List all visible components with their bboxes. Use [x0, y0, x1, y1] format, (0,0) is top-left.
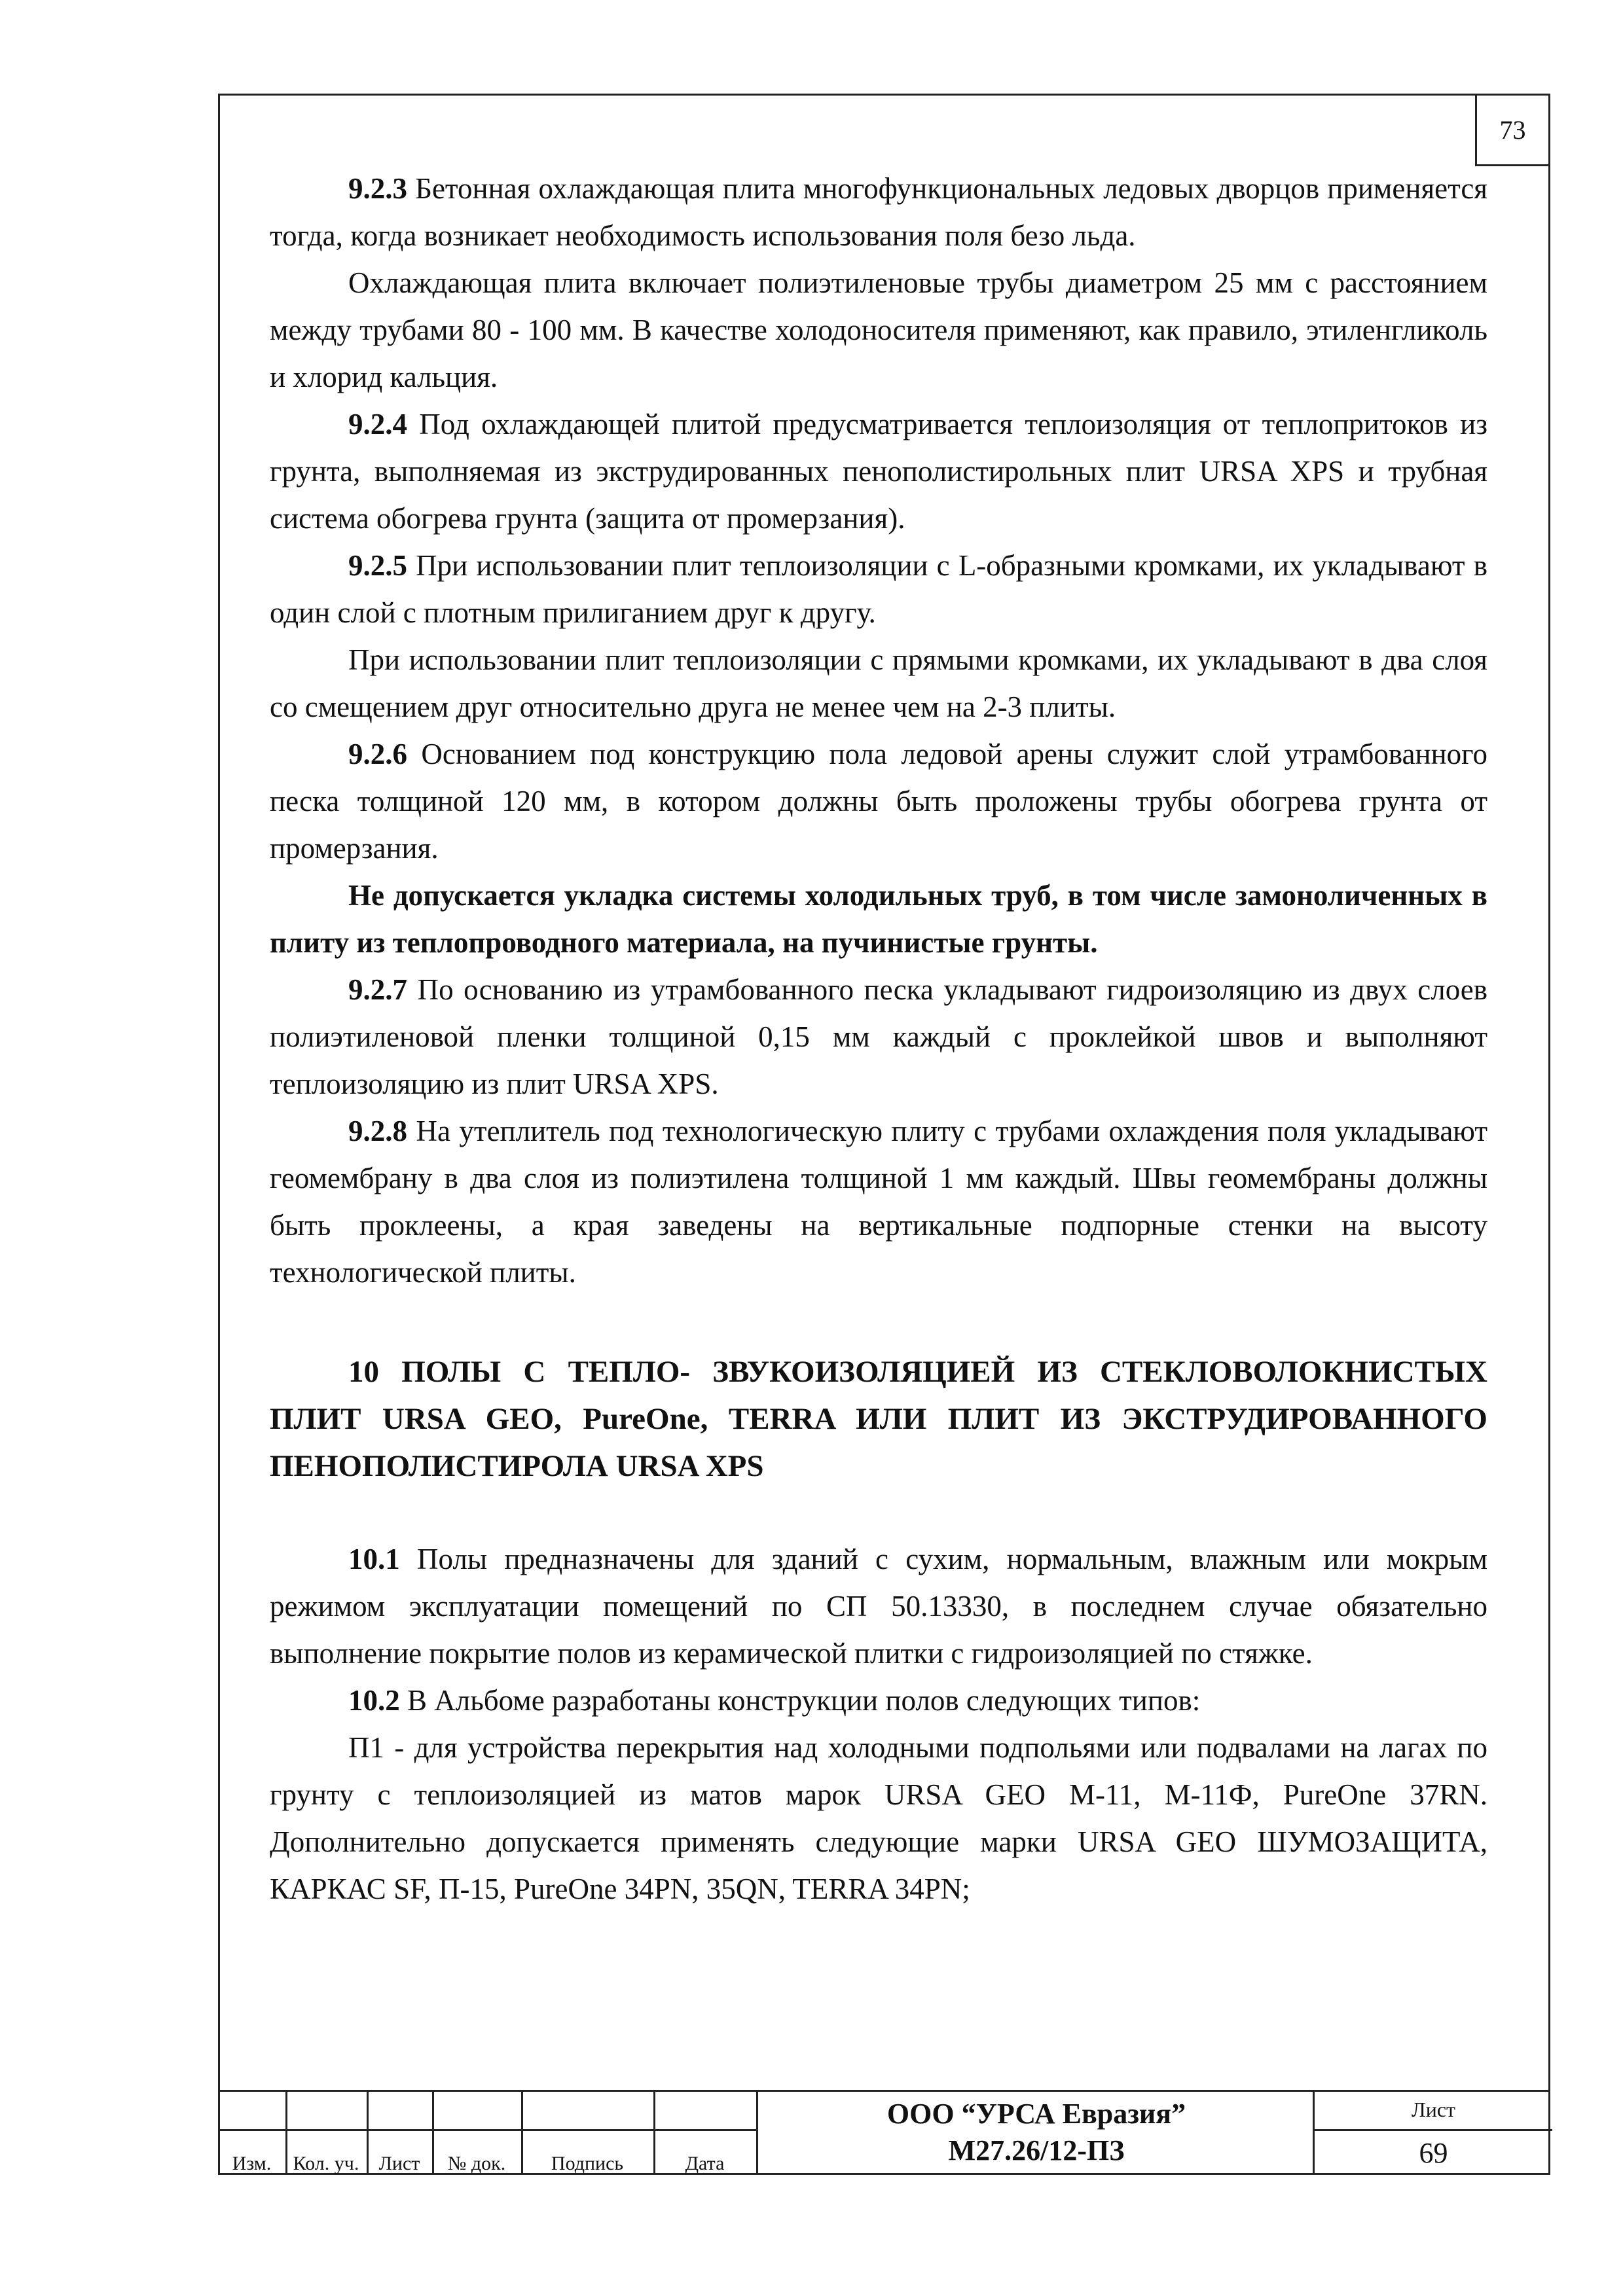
paragraph-9-2-8: 9.2.8 На утеплитель под технологическую плиту с трубами охлаждения поля укладывают геомембрану в два слоя из полиэтилена толщиной 1 мм каждый. Швы геомембраны должны быть проклеены, а края заведены на вертикальные подпорные стенки на высоту технологической плиты.: [270, 1115, 1487, 1289]
col-label-izm: Изм.: [232, 2153, 272, 2174]
col-label-date: Дата: [685, 2153, 725, 2174]
document-code: М27.26/12-ПЗ: [948, 2134, 1125, 2166]
sheet-label: Лист: [1315, 2090, 1552, 2131]
title-block: [218, 2090, 1550, 2175]
document-body: [270, 165, 1487, 1912]
paragraph-9-2-3: 9.2.3 Бетонная охлаждающая плита многофункциональных ледовых дворцов применяется тогда, когда возникает необходимость использования поля безо льда.: [270, 172, 1487, 252]
paragraph-10-2: 10.2 В Альбоме разработаны конструкции полов следующих типов:: [348, 1684, 1201, 1717]
paragraph-9-2-5: 9.2.5 При использовании плит теплоизоляции с L-образными кромками, их укладывают в один слой с плотным прилиганием друг к другу.: [270, 549, 1487, 629]
col-label-kol-uch: Кол. уч.: [293, 2153, 359, 2174]
paragraph-9-2-4: 9.2.4 Под охлаждающей плитой предусматривается теплоизоляция от теплопритоков из грунта, выполняемая из экструдированных пенополистирольных плит URSA XPS и трубная система обогрева грунта (защита от промерзания).: [270, 408, 1487, 535]
paragraph-9-2-7: 9.2.7 По основанию из утрамбованного песка укладывают гидроизоляцию из двух слоев полиэтиленовой пленки толщиной 0,15 мм каждый с проклейкой швов и выполняют теплоизоляцию из плит URSA XPS.: [270, 973, 1487, 1100]
section-heading: 10 ПОЛЫ С ТЕПЛО- ЗВУКОИЗОЛЯЦИЕЙ ИЗ СТЕКЛОВОЛОКНИСТЫХ ПЛИТ URSA GEO, PureOne, TERRA ИЛИ ПЛИТ ИЗ ЭКСТРУДИРОВАННОГО ПЕНОПОЛИСТИРОЛА URSA XPS: [270, 1355, 1487, 1483]
paragraph: Охлаждающая плита включает полиэтиленовые трубы диаметром 25 мм с расстоянием между трубами 80 - 100 мм. В качестве холодоносителя применяют, как правило, этиленгликоль и хлорид кальция.: [270, 266, 1487, 393]
paragraph: При использовании плит теплоизоляции с прямыми кромками, их укладывают в два слоя со смещением друг относительно друга не менее чем на 2-3 плиты.: [270, 643, 1487, 723]
corner-page-number: 73: [1475, 94, 1550, 166]
col-label-list: Лист: [378, 2153, 420, 2174]
revision-grid: [218, 2090, 756, 2175]
paragraph-10-1: 10.1 Полы предназначены для зданий с сухим, нормальным, влажным или мокрым режимом эксплуатации помещений по СП 50.13330, в последнем случае обязательно выполнение покрытие полов из керамической плитки с гидроизоляцией по стяжке.: [270, 1543, 1487, 1670]
paragraph-p1: П1 - для устройства перекрытия над холодными подпольями или подвалами на лагах по грунту с теплоизоляцией из матов марок URSA GEO М-11, М-11Ф, PureOne 37RN. Дополнительно допускается применять следующие марки URSA GEO ШУМОЗАЩИТА, КАРКАС SF, П-15, PureOne 34PN, 35QN, TERRA 34PN;: [270, 1731, 1487, 1905]
paragraph-9-2-6: 9.2.6 Основанием под конструкцию пола ледовой арены служит слой утрамбованного песка толщиной 120 мм, в котором должны быть проложены трубы обогрева грунта от промерзания.: [270, 738, 1487, 865]
col-label-signature: Подпись: [551, 2153, 624, 2174]
col-label-doc-no: № док.: [447, 2153, 506, 2174]
title-block-center: [756, 2090, 1315, 2175]
bold-warning: Не допускается укладка системы холодильных труб, в том числе замоноличенных в плиту из теплопроводного материала, на пучинистые грунты.: [270, 879, 1487, 959]
sheet-cell: [1313, 2090, 1552, 2175]
sheet-number: 69: [1419, 2137, 1448, 2169]
company-name: ООО “УРСА Евразия”: [886, 2098, 1186, 2130]
